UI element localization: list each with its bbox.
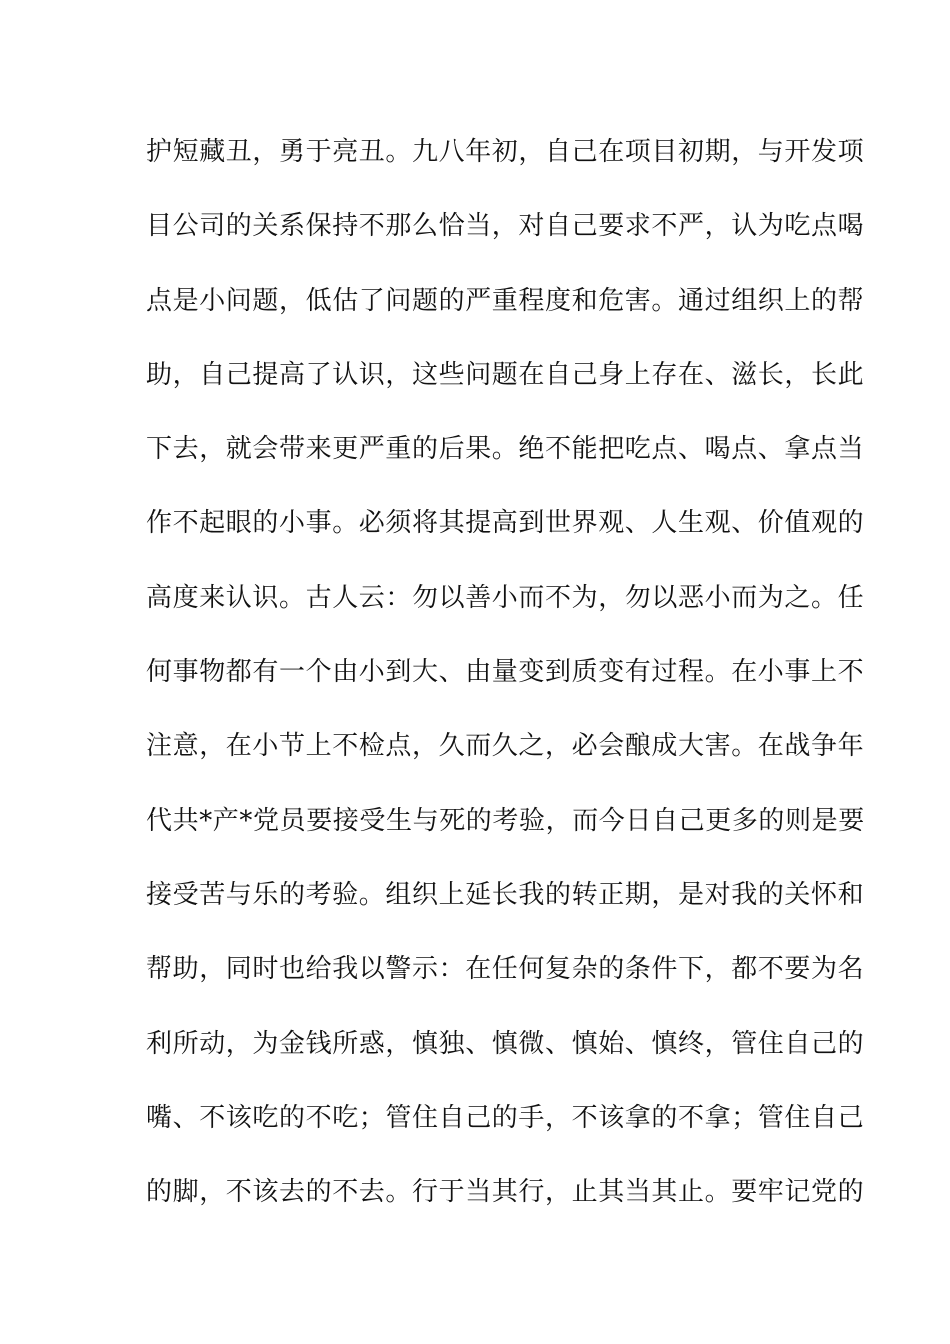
- text-line-5: 下去，就会带来更严重的后果。绝不能把吃点、喝点、拿点当: [146, 434, 865, 465]
- text-line-10: 代共*产*党员要接受生与死的考验，而今日自己更多的则是要: [146, 805, 865, 836]
- text-line-7: 高度来认识。古人云：勿以善小而不为，勿以恶小而为之。任: [146, 582, 865, 613]
- text-line-13: 利所动，为金钱所惑，慎独、慎微、慎始、慎终，管住自己的: [146, 1028, 865, 1059]
- text-line-4: 助，自己提高了认识，这些问题在自己身上存在、滋长，长此: [146, 359, 865, 390]
- text-line-2: 目公司的关系保持不那么恰当，对自己要求不严，认为吃点喝: [146, 211, 865, 242]
- text-line-3: 点是小问题，低估了问题的严重程度和危害。通过组织上的帮: [146, 285, 865, 316]
- text-line-12: 帮助，同时也给我以警示：在任何复杂的条件下，都不要为名: [146, 954, 865, 985]
- text-line-6: 作不起眼的小事。必须将其提高到世界观、人生观、价值观的: [146, 508, 865, 539]
- text-line-15: 的脚，不该去的不去。行于当其行，止其当其止。要牢记党的: [146, 1177, 865, 1208]
- text-line-14: 嘴、不该吃的不吃；管住自己的手，不该拿的不拿；管住自己: [146, 1102, 865, 1133]
- body-text: [146, 132, 865, 1246]
- text-line-1: 护短藏丑，勇于亮丑。九八年初，自己在项目初期，与开发项: [146, 137, 865, 167]
- text-line-11: 接受苦与乐的考验。组织上延长我的转正期，是对我的关怀和: [146, 879, 865, 910]
- text-line-9: 注意，在小节上不检点，久而久之，必会酿成大害。在战争年: [146, 731, 865, 762]
- text-line-8: 何事物都有一个由小到大、由量变到质变有过程。在小事上不: [146, 657, 865, 688]
